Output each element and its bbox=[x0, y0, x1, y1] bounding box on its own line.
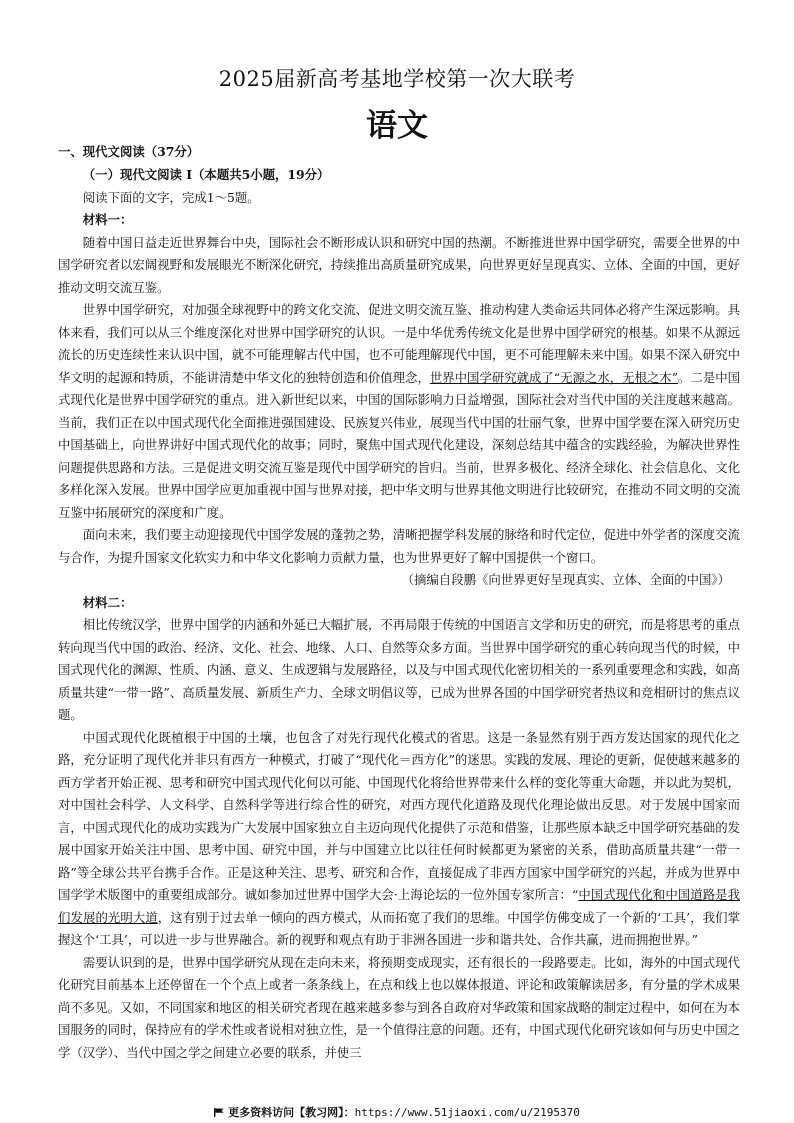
material-one-paragraph-3: 面向未来，我们要主动迎接现代中国学发展的蓬勃之势，清晰把握学科发展的脉络和时代定位，促进中外学者的深度交流与合作，为提升国家文化软实力和中华文化影响力贡献力量，也为世界更好了解中国提供一个窗口。 bbox=[58, 527, 740, 565]
exam-title: 2025届新高考基地学校第一次大联考 bbox=[218, 67, 576, 91]
paragraph-text: 世界中国学研究，对加强全球视野中的跨文化交流、促进文明交流互鉴、推动构建人类命运共同体必将产生深远影响。具体来看，我们可以从三个维度深化对世界中国学研究的认识。一是中华优秀传统文化是世界中国学研究的根基。如果不从源远流长的历史连续性来认识中国，就不可能理解古代中国，也不可能理解现代中国，更不可能理解未来中国。如果不深入研究中华文明的起源和特质，不能讲清楚中华文化的独特创造和价值理念， bbox=[58, 302, 740, 385]
material-two-paragraph-2 bbox=[58, 727, 740, 952]
material-two-paragraph-3: 需要认识到的是，世界中国学研究从现在走向未来，将预期变成现实，还有很长的一段路要走。比如，海外的中国式现代化研究目前基本上还停留在一个个点上或者一条条线上，在点和线上也以媒体报道、评论和政策解读居多，有分量的学术成果尚不多见。又如，不同国家和地区的相关研究者现在越来越多参与到各自政府对华政策和国家战略的制定过程中，如何在为本国服务的同时，保持应有的学术性或者说相对独立性，是一个值得注意的问题。还有，中国式现代化研究该如何与历史中国之学（汉学）、当代中国之学之间建立必要的联系，并使三 bbox=[58, 954, 740, 1060]
subject-title: 语文 bbox=[366, 108, 428, 144]
section-heading bbox=[58, 141, 740, 164]
flag-icon bbox=[214, 1108, 224, 1117]
material-one-paragraph-2 bbox=[58, 299, 740, 524]
footer-url[interactable]: https://www.51jiaoxi.com/u/2195370 bbox=[354, 1106, 580, 1119]
material-one-paragraph-1: 随着中国日益走近世界舞台中央，国际社会不断形成认识和研究中国的热潮。不断推进世界中国学研究，需要全世界的中国学研究者以宏阔视野和发展眼光不断深化研究，持续推出高质量研究成果，向世界更好呈现真实、立体、全面的中国，更好推动文明交流互鉴。 bbox=[58, 234, 740, 295]
reading-body bbox=[58, 164, 740, 1064]
underlined-sentence: 中国式现代化和中国道路是我们发展的光明大道 bbox=[58, 887, 740, 925]
material-one-source: （摘编自段鹏《向世界更好呈现真实、立体、全面的中国》） bbox=[401, 572, 730, 587]
material-two-label: 材料二： bbox=[82, 594, 133, 610]
underlined-sentence: 世界中国学研究就成了“无源之水，无根之木” bbox=[429, 369, 679, 385]
footer-label: 更多资料访问【教习网】： bbox=[228, 1106, 355, 1119]
material-two-paragraph-1: 相比传统汉学，世界中国学的内涵和外延已大幅扩展，不再局限于传统的中国语言文学和历史的研究，而是将思考的重点转向现当代中国的政治、经济、文化、社会、地缘、人口、自然等众多方面。当世界中国学研究的重心转向现当代的时候，中国式现代化的渊源、性质、内涵、意义、生成逻辑与发展路径，以及与中国式现代化密切相关的一系列重要理念和实践，如高质量共建“一带一路”、高质量发展、新质生产力、全球文明倡议等，已成为世界各国的中国学研究者热议和竞相研讨的焦点议题。 bbox=[58, 617, 740, 722]
paragraph-text: ，这有别于过去单一倾向的西方模式，从而拓宽了我们的思维。中国学仿佛变成了一个新的‘工具’，我们掌握这个‘工具’，可以进一步与世界融合。新的视野和观点有助于非洲各国进一步和谐共处、合作共赢，进而拥抱世界。” bbox=[58, 909, 740, 947]
instruction-text: 阅读下面的文字，完成1～5题。 bbox=[82, 189, 260, 205]
part-one-heading: （一）现代文阅读 I（本题共5小题，19分） bbox=[82, 167, 330, 182]
paragraph-text: 。二是中国式现代化是世界中国学研究的重点。进入新世纪以来，中国的国际影响力日益增强，国际社会对当代中国的关注度越来越高。当前，我们正在以中国式现代化全面推进强国建设、民族复兴伟业，展现当代中国的壮丽气象，世界中国学要在深入研究历史中国基础上，向世界讲好中国式现代化的故事；同时，聚焦中国式现代化建设，深刻总结其中蕴含的实践经验，为解决世界性问题提供思路和方法。三是促进文明交流互鉴是现代中国学研究的旨归。当前，世界多极化、经济全球化、社会信息化、文化多样化深入发展。世界中国学应更加重视中国与世界对接，把中华文明与世界其他文明进行比较研究，在推动不同文明的交流互鉴中拓展研究的深度和广度。 bbox=[58, 369, 741, 520]
footer-link[interactable] bbox=[0, 1104, 794, 1120]
material-one-label: 材料一： bbox=[82, 212, 133, 227]
section-one-heading: 一、现代文阅读（37分） bbox=[58, 144, 200, 159]
paragraph-text: 中国式现代化既植根于中国的土壤，也包含了对先行现代化模式的省思。这是一条显然有别于西方发达国家的现代化之路，充分证明了现代化并非只有西方一种模式，打破了“现代化＝西方化”的迷思。实践的发展、理论的更新，促使越来越多的西方学者开始正视、思考和研究中国式现代化何以可能、中国现代化将给世界带来什么样的变化等重大命题，并以此为契机，对中国社会科学、人文科学、自然科学等进行综合性的研究，对西方现代化道路及现代化理论做出反思。对于发展中国家而言，中国式现代化的成功实践为广大发展中国家独立自主迈向现代化提供了示范和借鉴，让那些原本缺乏中国学研究基础的发展中国家开始关注中国、思考中国、研究中国，并与中国建立比以往任何时候都更为紧密的关系，借助高质量共建“一带一路”等全球公共平台携手合作。正是这种关注、思考、研究和合作，直接促成了非西方国家中国学研究的兴起，并成为世界中国学学术版图中的重要组成部分。诚如参加过世界中国学大会·上海论坛的一位外国专家所言：“ bbox=[58, 729, 740, 902]
